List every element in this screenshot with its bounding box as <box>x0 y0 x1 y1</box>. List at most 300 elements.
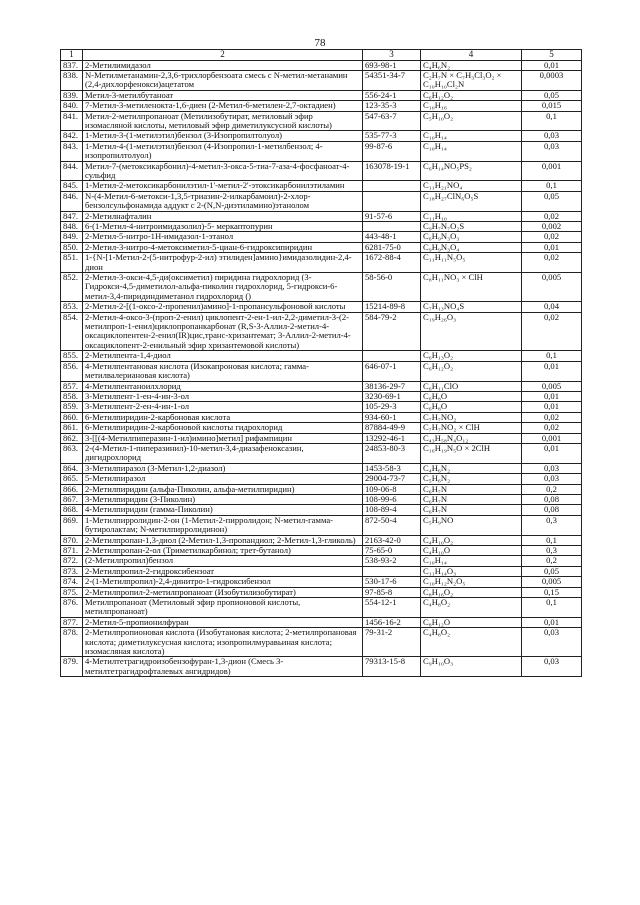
formula-line: C₆H₉N₃O₃ <box>423 231 460 242</box>
column-header-number: 1 <box>61 50 83 61</box>
chemical-formula <box>421 111 522 131</box>
formula-line: C₆H₇N <box>423 484 448 494</box>
chemical-formula <box>421 90 522 100</box>
cas-number <box>363 222 421 232</box>
concentration-value: 0,01 <box>522 391 582 401</box>
row-number: 856. <box>61 361 83 381</box>
concentration-value: 0,3 <box>522 546 582 556</box>
column-header-name: 2 <box>83 50 363 61</box>
substance-name: 5-Метилпиразол <box>83 474 363 484</box>
formula-line: C₄H₁₀O <box>423 545 451 555</box>
chemical-formula <box>421 131 522 141</box>
table-row <box>61 253 582 273</box>
chemical-formula <box>421 657 522 677</box>
row-number: 847. <box>61 211 83 221</box>
concentration-value: 0,04 <box>522 302 582 312</box>
cas-number: 554-12-1 <box>363 598 421 618</box>
substance-name: 3-[[(4-Метилпиперазин-1-ил)имино]метил] рифампицин <box>83 433 363 443</box>
chemical-formula <box>421 273 522 302</box>
formula-line: C₄H₈O₂ <box>423 627 451 638</box>
formula-line: C₈H₁₆O₂ <box>423 587 454 597</box>
substance-name: 6-Метилпиридин-2-карбоновая кислота <box>83 412 363 422</box>
substance-name: Метилпропаноат (Метиловый эфир пропионовой кислоты, метилпропаноат) <box>83 598 363 618</box>
concentration-value: 0,2 <box>522 484 582 494</box>
cas-number <box>363 351 421 361</box>
chemical-formula <box>421 587 522 597</box>
table-row <box>61 232 582 242</box>
formula-line: C₁₀H₁₄ <box>423 141 447 151</box>
cas-number: 108-89-4 <box>363 505 421 515</box>
chemical-formula <box>421 312 522 351</box>
substance-name: Метил-7-(метоксикарбонил)-4-метил-3-окса-5-тиа-7-аза-4-фосфаноат-4-сульфид <box>83 161 363 181</box>
table-row <box>61 412 582 422</box>
substance-name: Метил-3-метилбутаноат <box>83 90 363 100</box>
substance-name: 2-Метилпропан-1,3-диол (2-Метил-1,3-пропандиол; 2-Метил-1,3-гликоль) <box>83 535 363 545</box>
cas-number: 646-07-1 <box>363 361 421 381</box>
concentration-value: 0,03 <box>522 141 582 161</box>
chemical-formula <box>421 242 522 252</box>
table-row <box>61 141 582 161</box>
concentration-value: 0,02 <box>522 211 582 221</box>
formula-line: C₁₀H₁₂N₂O₅ <box>423 576 466 587</box>
row-number: 860. <box>61 412 83 422</box>
cas-number: 3230-69-1 <box>363 391 421 401</box>
concentration-value: 0,015 <box>522 101 582 111</box>
row-number: 869. <box>61 515 83 535</box>
concentration-value: 0,005 <box>522 381 582 391</box>
table-row <box>61 131 582 141</box>
table-row <box>61 535 582 545</box>
substance-name: N-Метилметанамин-2,3,6-трихлорбензоата смесь с N-метил-метанамин (2,4-дихлорфенокси)ацетатом <box>83 70 363 90</box>
formula-line: C₄H₈O₂ <box>423 597 451 608</box>
cas-number: 58-56-0 <box>363 273 421 302</box>
concentration-value: 0,001 <box>522 433 582 443</box>
formula-line: C₆H₁₃O₂ <box>423 350 454 361</box>
formula-line: C₁₁H₁₄O₃ <box>423 566 457 576</box>
row-number: 875. <box>61 587 83 597</box>
concentration-value: 0,02 <box>522 253 582 273</box>
column-header-row <box>61 50 582 61</box>
chemical-formula <box>421 191 522 211</box>
chemical-formula <box>421 141 522 161</box>
table-row <box>61 312 582 351</box>
formula-line: C₁₆H₁₉N₅O × 2ClH <box>423 443 491 453</box>
chemical-formula <box>421 474 522 484</box>
concentration-value: 0,01 <box>522 617 582 627</box>
table-row <box>61 211 582 221</box>
table-row <box>61 494 582 504</box>
formula-line: C₄H₆N₂ <box>423 463 451 473</box>
formula-line: C₇H₁₃NO₄S <box>423 301 465 312</box>
concentration-value: 0,02 <box>522 232 582 242</box>
table-row <box>61 505 582 515</box>
chemical-formula <box>421 443 522 463</box>
column-header-formula: 4 <box>421 50 522 61</box>
row-number: 838. <box>61 70 83 90</box>
cas-number <box>363 566 421 576</box>
substance-name: 2-Метилпропан-2-ол (Триметилкарбинол; трет-бутанол) <box>83 546 363 556</box>
formula-line: C₄H₆N₂ <box>423 60 451 70</box>
row-number: 846. <box>61 191 83 211</box>
row-number: 865. <box>61 474 83 484</box>
chemical-formula <box>421 302 522 312</box>
row-number: 872. <box>61 556 83 566</box>
substance-name: 4-Метилпентаноилхлорид <box>83 381 363 391</box>
substance-name: N-(4-Метил-6-метокси-1,3,5-триазин-2-илкарбамоил)-2-хлор-бензолсульфонамида аддукт с 2-(N,N-диэтиламино)этанолом <box>83 191 363 211</box>
chemical-formula <box>421 494 522 504</box>
table-row <box>61 60 582 70</box>
substance-name: 2-Метилпропионовая кислота (Изобутановая кислота; 2-метилпропановая кислота; диметилуксусная кислота; изопропилмуравьиная кислота; изомасляная кислота) <box>83 628 363 657</box>
substance-name: 2-Метил-5-пропионилфуран <box>83 617 363 627</box>
concentration-value: 0,1 <box>522 111 582 131</box>
concentration-value: 0,1 <box>522 351 582 361</box>
row-number: 866. <box>61 484 83 494</box>
formula-line: C₉H₁₀O₃ <box>423 656 454 667</box>
row-number: 871. <box>61 546 83 556</box>
cas-number <box>363 181 421 191</box>
table-row <box>61 70 582 90</box>
table-row <box>61 101 582 111</box>
chemical-formula <box>421 161 522 181</box>
formula-line: C₉H₇N₇O₂S <box>423 221 465 231</box>
cas-number: 108-99-6 <box>363 494 421 504</box>
chemical-formula <box>421 628 522 657</box>
concentration-value: 0,02 <box>522 423 582 433</box>
row-number: 879. <box>61 657 83 677</box>
row-number: 848. <box>61 222 83 232</box>
chemical-formula <box>421 484 522 494</box>
table-row <box>61 587 582 597</box>
substance-name: 2-Метилпиридин (альфа-Пиколин, альфа-метилпиридин) <box>83 484 363 494</box>
table-row <box>61 181 582 191</box>
table-row <box>61 515 582 535</box>
cas-number: 443-48-1 <box>363 232 421 242</box>
substance-name: 4-Метилтетрагидроизобензофуран-1,3-дион (Смесь 3-метилтетрагидрофталевых ангидридов) <box>83 657 363 677</box>
chemical-formula <box>421 505 522 515</box>
table-row <box>61 351 582 361</box>
row-number: 870. <box>61 535 83 545</box>
substance-name: 2-Метил-5-нитро-1Н-имидазол-1-этанол <box>83 232 363 242</box>
chemical-formula <box>421 556 522 566</box>
row-number: 862. <box>61 433 83 443</box>
chemical-formula <box>421 423 522 433</box>
cas-number: 54351-34-7 <box>363 70 421 90</box>
concentration-value: 0,08 <box>522 505 582 515</box>
substance-name: 6-Метилпиридин-2-карбоновой кислоты гидрохлорид <box>83 423 363 433</box>
chemical-formula <box>421 253 522 273</box>
table-row <box>61 657 582 677</box>
formula-line: C₆H₁₁ClO <box>423 381 459 391</box>
chemical-formula <box>421 211 522 221</box>
formula-line: C₆H₇N <box>423 494 448 504</box>
formula-line: C₆H₁₄NO₅PS₂ <box>423 161 472 171</box>
chemical-formula <box>421 70 522 90</box>
substance-table <box>60 49 582 677</box>
formula-line: C₄₃H₅₈N₄O₁₂ <box>423 433 469 443</box>
concentration-value: 0,01 <box>522 242 582 252</box>
table-row <box>61 273 582 302</box>
concentration-value: 0,03 <box>522 474 582 484</box>
concentration-value: 0,2 <box>522 556 582 566</box>
table-row <box>61 556 582 566</box>
formula-line: C₆H₈O <box>423 391 448 401</box>
substance-name: 4-Метилпиридин (гамма-Пиколин) <box>83 505 363 515</box>
cas-number: 105-29-3 <box>363 402 421 412</box>
page-number: 78 <box>314 37 326 49</box>
row-number: 859. <box>61 402 83 412</box>
cas-number: 109-06-8 <box>363 484 421 494</box>
formula-line: C₁₀H₁₄ <box>423 555 447 566</box>
concentration-value: 0,1 <box>522 535 582 545</box>
table-row <box>61 361 582 381</box>
row-number: 874. <box>61 577 83 587</box>
cas-number: 2163-42-0 <box>363 535 421 545</box>
concentration-value: 0,05 <box>522 566 582 576</box>
substance-name: Метил-2-метилпропаноат (Метилизобутират, метиловый эфир изомасляной кислоты, метиловый эфир диметилуксусной кислоты) <box>83 111 363 131</box>
substance-name: 2-Метил-3-окси-4,5-ди(оксиметил) пиридина гидрохлорид (3-Гидрокси-4,5-диметилол-альфа-пиколин гидрохлорид, 5-гидрокси-6-метил-3,4-пиридиндиметанол гидрохлорид () <box>83 273 363 302</box>
chemical-formula <box>421 351 522 361</box>
column-header-cas: 3 <box>363 50 421 61</box>
table-row <box>61 433 582 443</box>
concentration-value: 0,01 <box>522 60 582 70</box>
row-number: 867. <box>61 494 83 504</box>
row-number: 840. <box>61 101 83 111</box>
concentration-value: 0,05 <box>522 90 582 100</box>
formula-line: C₆H₈O <box>423 401 448 412</box>
substance-name: 6-(1-Метил-4-нитроимидазолил)-5- меркаптопурин <box>83 222 363 232</box>
table-row <box>61 381 582 391</box>
substance-name: 3-Метилпент-1-ен-4-ин-3-ол <box>83 391 363 401</box>
formula-line: C₁₉H₂₆O₃ <box>423 312 457 322</box>
concentration-value: 0,02 <box>522 312 582 351</box>
column-header-value: 5 <box>522 50 582 61</box>
concentration-value: 0,03 <box>522 463 582 473</box>
concentration-value: 0,15 <box>522 587 582 597</box>
formula-line: C₉H₉N₃O₄ <box>423 242 460 252</box>
formula-line: C₁₀H₁₀Cl₂N <box>423 79 465 90</box>
table-row <box>61 111 582 131</box>
cas-number: 6281-75-0 <box>363 242 421 252</box>
row-number: 863. <box>61 443 83 463</box>
row-number: 842. <box>61 131 83 141</box>
concentration-value: 0,03 <box>522 657 582 677</box>
row-number: 841. <box>61 111 83 131</box>
cas-number: 13292-46-1 <box>363 433 421 443</box>
substance-name: 2-Метилнафталин <box>83 211 363 221</box>
chemical-formula <box>421 232 522 242</box>
table-row <box>61 242 582 252</box>
formula-line: C₆H₁₂O₂ <box>423 90 454 100</box>
row-number: 854. <box>61 312 83 351</box>
formula-line: C₁₁H₁₁N₅O₅ <box>423 252 466 263</box>
concentration-value: 0,08 <box>522 494 582 504</box>
chemical-formula <box>421 577 522 587</box>
concentration-value: 0,1 <box>522 598 582 618</box>
substance-name: 2-(1-Метилпропил)-2,4-динитро-1-гидроксибензол <box>83 577 363 587</box>
cas-number: 97-85-8 <box>363 587 421 597</box>
substance-name: 2-(4-Метил-1-пиперазинил)-10-метил-3,4-диазафеноксазин, дигидрохлорид <box>83 443 363 463</box>
table-row <box>61 402 582 412</box>
concentration-value: 0,03 <box>522 131 582 141</box>
formula-line: C₈H₁₂O <box>423 617 451 627</box>
formula-line: C₆H₇N <box>423 504 448 515</box>
chemical-formula <box>421 433 522 443</box>
row-number: 878. <box>61 628 83 657</box>
chemical-formula <box>421 535 522 545</box>
table-row <box>61 391 582 401</box>
substance-name: 2-Метил-4-оксо-3-(проп-2-енил) циклопент-2-ен-1-ил-2,2-диметил-3-(2-метилпроп-1-енил)циклопропанкарбонат (R,S-3-Аллил-2-метил-4-оксациклопентен-2-енил(IR)цис,транс-хризантемат; 3-Аллил-2-метил-4-оксациклопент-2-енильный эфир хризантемовой кислоты) <box>83 312 363 351</box>
concentration-value: 0,005 <box>522 577 582 587</box>
cas-number: 163078-19-1 <box>363 161 421 181</box>
formula-line: C₄H₁₀O₂ <box>423 535 454 545</box>
formula-line: C₅H₁₀O₂ <box>423 111 454 121</box>
substance-name: 2-Метилпропил-2-метилпропаноат (Изобутилизобутират) <box>83 587 363 597</box>
substance-name: 4-Метилпентановая кислота (Изокапроновая кислота; гамма-метилвалериановая кислота) <box>83 361 363 381</box>
formula-line: C₂H₇N × C₇H₃Cl₃O₂ × <box>423 70 502 80</box>
cas-number: 872-50-4 <box>363 515 421 535</box>
cas-number: 556-24-1 <box>363 90 421 100</box>
row-number: 864. <box>61 463 83 473</box>
substance-table-body <box>61 50 582 677</box>
concentration-value: 0,02 <box>522 412 582 422</box>
chemical-formula <box>421 566 522 576</box>
formula-line: C₁₀H₁₄ <box>423 130 447 141</box>
table-row <box>61 546 582 556</box>
row-number: 855. <box>61 351 83 361</box>
chemical-formula <box>421 101 522 111</box>
row-number: 868. <box>61 505 83 515</box>
substance-name: 3-Метилпент-2-ен-4-ин-1-ол <box>83 402 363 412</box>
cas-number: 1456-16-2 <box>363 617 421 627</box>
row-number: 858. <box>61 391 83 401</box>
chemical-formula <box>421 60 522 70</box>
cas-number: 75-65-0 <box>363 546 421 556</box>
chemical-formula <box>421 463 522 473</box>
row-number: 844. <box>61 161 83 181</box>
row-number: 873. <box>61 566 83 576</box>
substance-name: 7-Метил-3-метиленокта-1,6-диен (2-Метил-6-метилен-2,7-октадиен) <box>83 101 363 111</box>
table-row <box>61 484 582 494</box>
concentration-value: 0,03 <box>522 628 582 657</box>
row-number: 845. <box>61 181 83 191</box>
table-row <box>61 566 582 576</box>
table-row <box>61 474 582 484</box>
table-row <box>61 302 582 312</box>
concentration-value: 0,005 <box>522 273 582 302</box>
cas-number: 87884-49-9 <box>363 423 421 433</box>
cas-number: 15214-89-8 <box>363 302 421 312</box>
cas-number: 99-87-6 <box>363 141 421 161</box>
formula-line: C₈H₁₁NO₃ × ClH <box>423 272 483 283</box>
substance-name: 1-Метил-2-метоксикарбонилэтил-1'-метил-2'-этоксикарбонилэтиламин <box>83 181 363 191</box>
row-number: 876. <box>61 598 83 618</box>
cas-number: 79313-15-8 <box>363 657 421 677</box>
formula-line: C₁₈H₂₇ClN₆O₅S <box>423 191 479 201</box>
substance-name: 2-Метилимидазол <box>83 60 363 70</box>
concentration-value: 0,01 <box>522 443 582 463</box>
row-number: 857. <box>61 381 83 391</box>
formula-line: C₁₀H₁₆ <box>423 100 447 111</box>
chemical-formula <box>421 546 522 556</box>
chemical-formula <box>421 381 522 391</box>
chemical-formula <box>421 617 522 627</box>
row-number: 853. <box>61 302 83 312</box>
table-row <box>61 423 582 433</box>
substance-name: 2-Метилпента-1,4-диол <box>83 351 363 361</box>
row-number: 852. <box>61 273 83 302</box>
substance-name: 1-Метил-4-(1-метилэтил)бензол (4-Изопропил-1-метилбензол; 4-изопропилтолуол) <box>83 141 363 161</box>
cas-number: 91-57-6 <box>363 211 421 221</box>
cas-number: 29004-73-7 <box>363 474 421 484</box>
formula-line: C₁₁H₁₀ <box>423 211 447 221</box>
chemical-formula <box>421 515 522 535</box>
formula-line: C₆H₁₂O₂ <box>423 361 454 371</box>
cas-number: 123-35-3 <box>363 101 421 111</box>
formula-line: C₇H₇NO₂ <box>423 412 457 422</box>
cas-number: 535-77-3 <box>363 131 421 141</box>
cas-number <box>363 191 421 211</box>
substance-name: 3-Метилпиразол (3-Метил-1,2-диазол) <box>83 463 363 473</box>
formula-line: C₇H₇NO₂ × ClH <box>423 422 480 433</box>
chemical-formula <box>421 391 522 401</box>
concentration-value: 0,01 <box>522 361 582 381</box>
concentration-value: 0,002 <box>522 222 582 232</box>
substance-name: 1-Метилпирролидин-2-он (1-Метил-2-пирролидон; N-метил-гамма-бутиролактам; N-метилпирролидинон) <box>83 515 363 535</box>
cas-number: 1453-58-3 <box>363 463 421 473</box>
row-number: 837. <box>61 60 83 70</box>
chemical-formula <box>421 598 522 618</box>
row-number: 843. <box>61 141 83 161</box>
cas-number: 693-98-1 <box>363 60 421 70</box>
cas-number: 584-79-2 <box>363 312 421 351</box>
table-row <box>61 628 582 657</box>
row-number: 861. <box>61 423 83 433</box>
table-row <box>61 463 582 473</box>
concentration-value: 0,01 <box>522 402 582 412</box>
cas-number: 530-17-6 <box>363 577 421 587</box>
cas-number: 934-60-1 <box>363 412 421 422</box>
cas-number: 79-31-2 <box>363 628 421 657</box>
formula-line: C₅H₉NO <box>423 515 454 525</box>
cas-number: 538-93-2 <box>363 556 421 566</box>
table-row <box>61 443 582 463</box>
substance-name: 1-{N-[1-Метил-2-(5-нитрофур-2-ил) этилиден]амино}имидазолидин-2,4-дион <box>83 253 363 273</box>
concentration-value: 0,001 <box>522 161 582 181</box>
row-number: 839. <box>61 90 83 100</box>
row-number: 849. <box>61 232 83 242</box>
table-row <box>61 577 582 587</box>
substance-name: 2-Метил-2-[(1-оксо-2-пропенил)амино]-1-пропансульфоновой кислоты <box>83 302 363 312</box>
substance-name: 3-Метилпиридин (3-Пиколин) <box>83 494 363 504</box>
cas-number: 24853-80-3 <box>363 443 421 463</box>
table-row <box>61 161 582 181</box>
table-row <box>61 90 582 100</box>
concentration-value: 0,3 <box>522 515 582 535</box>
row-number: 851. <box>61 253 83 273</box>
substance-name: 1-Метил-3-(1-метилэтил)бензол (3-Изопропилтолуол) <box>83 131 363 141</box>
chemical-formula <box>421 181 522 191</box>
substance-name: (2-Метилпропил)бензол <box>83 556 363 566</box>
cas-number: 547-63-7 <box>363 111 421 131</box>
formula-line: C₁₁H₂₁NO₄ <box>423 180 463 191</box>
table-row <box>61 222 582 232</box>
concentration-value: 0,1 <box>522 181 582 191</box>
chemical-formula <box>421 361 522 381</box>
row-number: 850. <box>61 242 83 252</box>
chemical-formula <box>421 412 522 422</box>
table-row <box>61 191 582 211</box>
formula-line: C₅H₆N₂ <box>423 473 451 484</box>
